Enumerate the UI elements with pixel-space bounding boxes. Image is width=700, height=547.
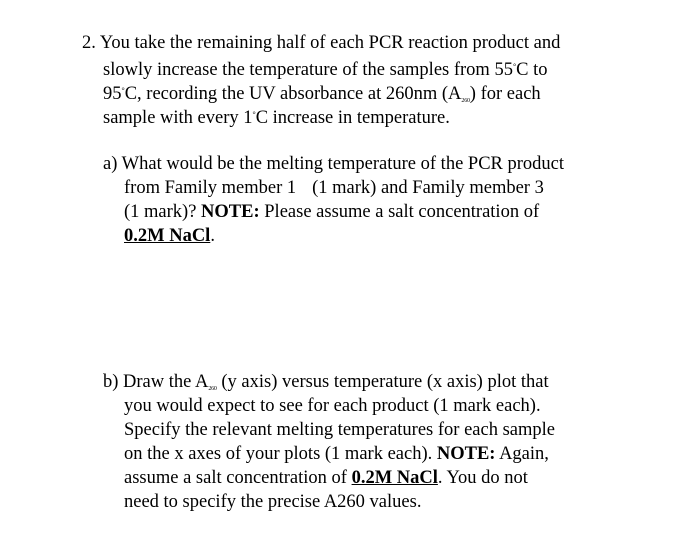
part-a-line-2: [124, 176, 544, 200]
question-text-1: You take the remaining half of each PCR reaction product and: [99, 33, 561, 53]
part-a-text-4end: .: [210, 226, 215, 246]
question-line-4: [103, 103, 450, 130]
part-a-text-2a: from Family member 1: [124, 178, 297, 198]
part-b-text-3: Specify the relevant melting temperatures for each sample: [124, 420, 555, 440]
a260-subscript: 260: [208, 386, 217, 392]
part-b-text-4a: on the x axes of your plots (1 mark each).: [124, 444, 437, 464]
degree-symbol: °: [512, 62, 517, 71]
part-b-text-6: need to specify the precise A260 values.: [124, 492, 422, 512]
part-b-text-1b: (y axis) versus temperature (x axis) plot that: [216, 372, 549, 392]
degree-symbol: °: [121, 86, 125, 95]
part-a-text-2b: (1 mark) and Family member 3: [312, 178, 544, 198]
part-b-line-6: [124, 490, 421, 514]
part-b-text-5b: . You do not: [437, 468, 528, 488]
part-b-text-5a: assume a salt concentration of: [124, 468, 352, 488]
a260-subscript: 260: [461, 98, 470, 104]
part-b-line-5: [124, 466, 528, 490]
part-b-text-4b: Again,: [495, 444, 549, 464]
part-a-text-3a: (1 mark)?: [124, 202, 202, 222]
part-a-line-3: [124, 200, 539, 224]
part-a-text-1: a) What would be the melting temperature of the PCR product: [103, 154, 565, 174]
question-text-3: C to: [516, 60, 548, 80]
question-text-5: C, recording the UV absorbance at 260nm (A: [124, 84, 462, 104]
part-b-text-1a: b) Draw the A: [103, 372, 209, 392]
part-b-line-4: [124, 442, 549, 466]
part-a-line-4: [124, 224, 215, 248]
part-b-line-3: [124, 418, 555, 442]
question-number: 2.: [82, 33, 96, 53]
note-label: NOTE:: [436, 444, 496, 464]
salt-concentration: 0.2M NaCl: [351, 468, 438, 488]
part-b-line-2: [124, 394, 541, 418]
question-text-7: sample with every 1: [103, 108, 253, 128]
question-text-4: 95: [103, 84, 122, 104]
part-b-text-2: you would expect to see for each product (1 mark each).: [124, 396, 541, 416]
salt-concentration: 0.2M NaCl: [124, 226, 211, 246]
question-text-8: C increase in temperature.: [255, 108, 450, 128]
note-label: NOTE:: [201, 202, 260, 222]
part-a-text-3b: Please assume a salt concentration of: [259, 202, 540, 222]
part-a-line-1: [103, 152, 564, 176]
question-line-1: [82, 31, 560, 55]
degree-symbol: °: [252, 110, 256, 119]
question-text-2: slowly increase the temperature of the samples from 55: [103, 60, 513, 80]
question-text-6: ) for each: [469, 84, 541, 104]
question-line-2: [103, 55, 548, 82]
